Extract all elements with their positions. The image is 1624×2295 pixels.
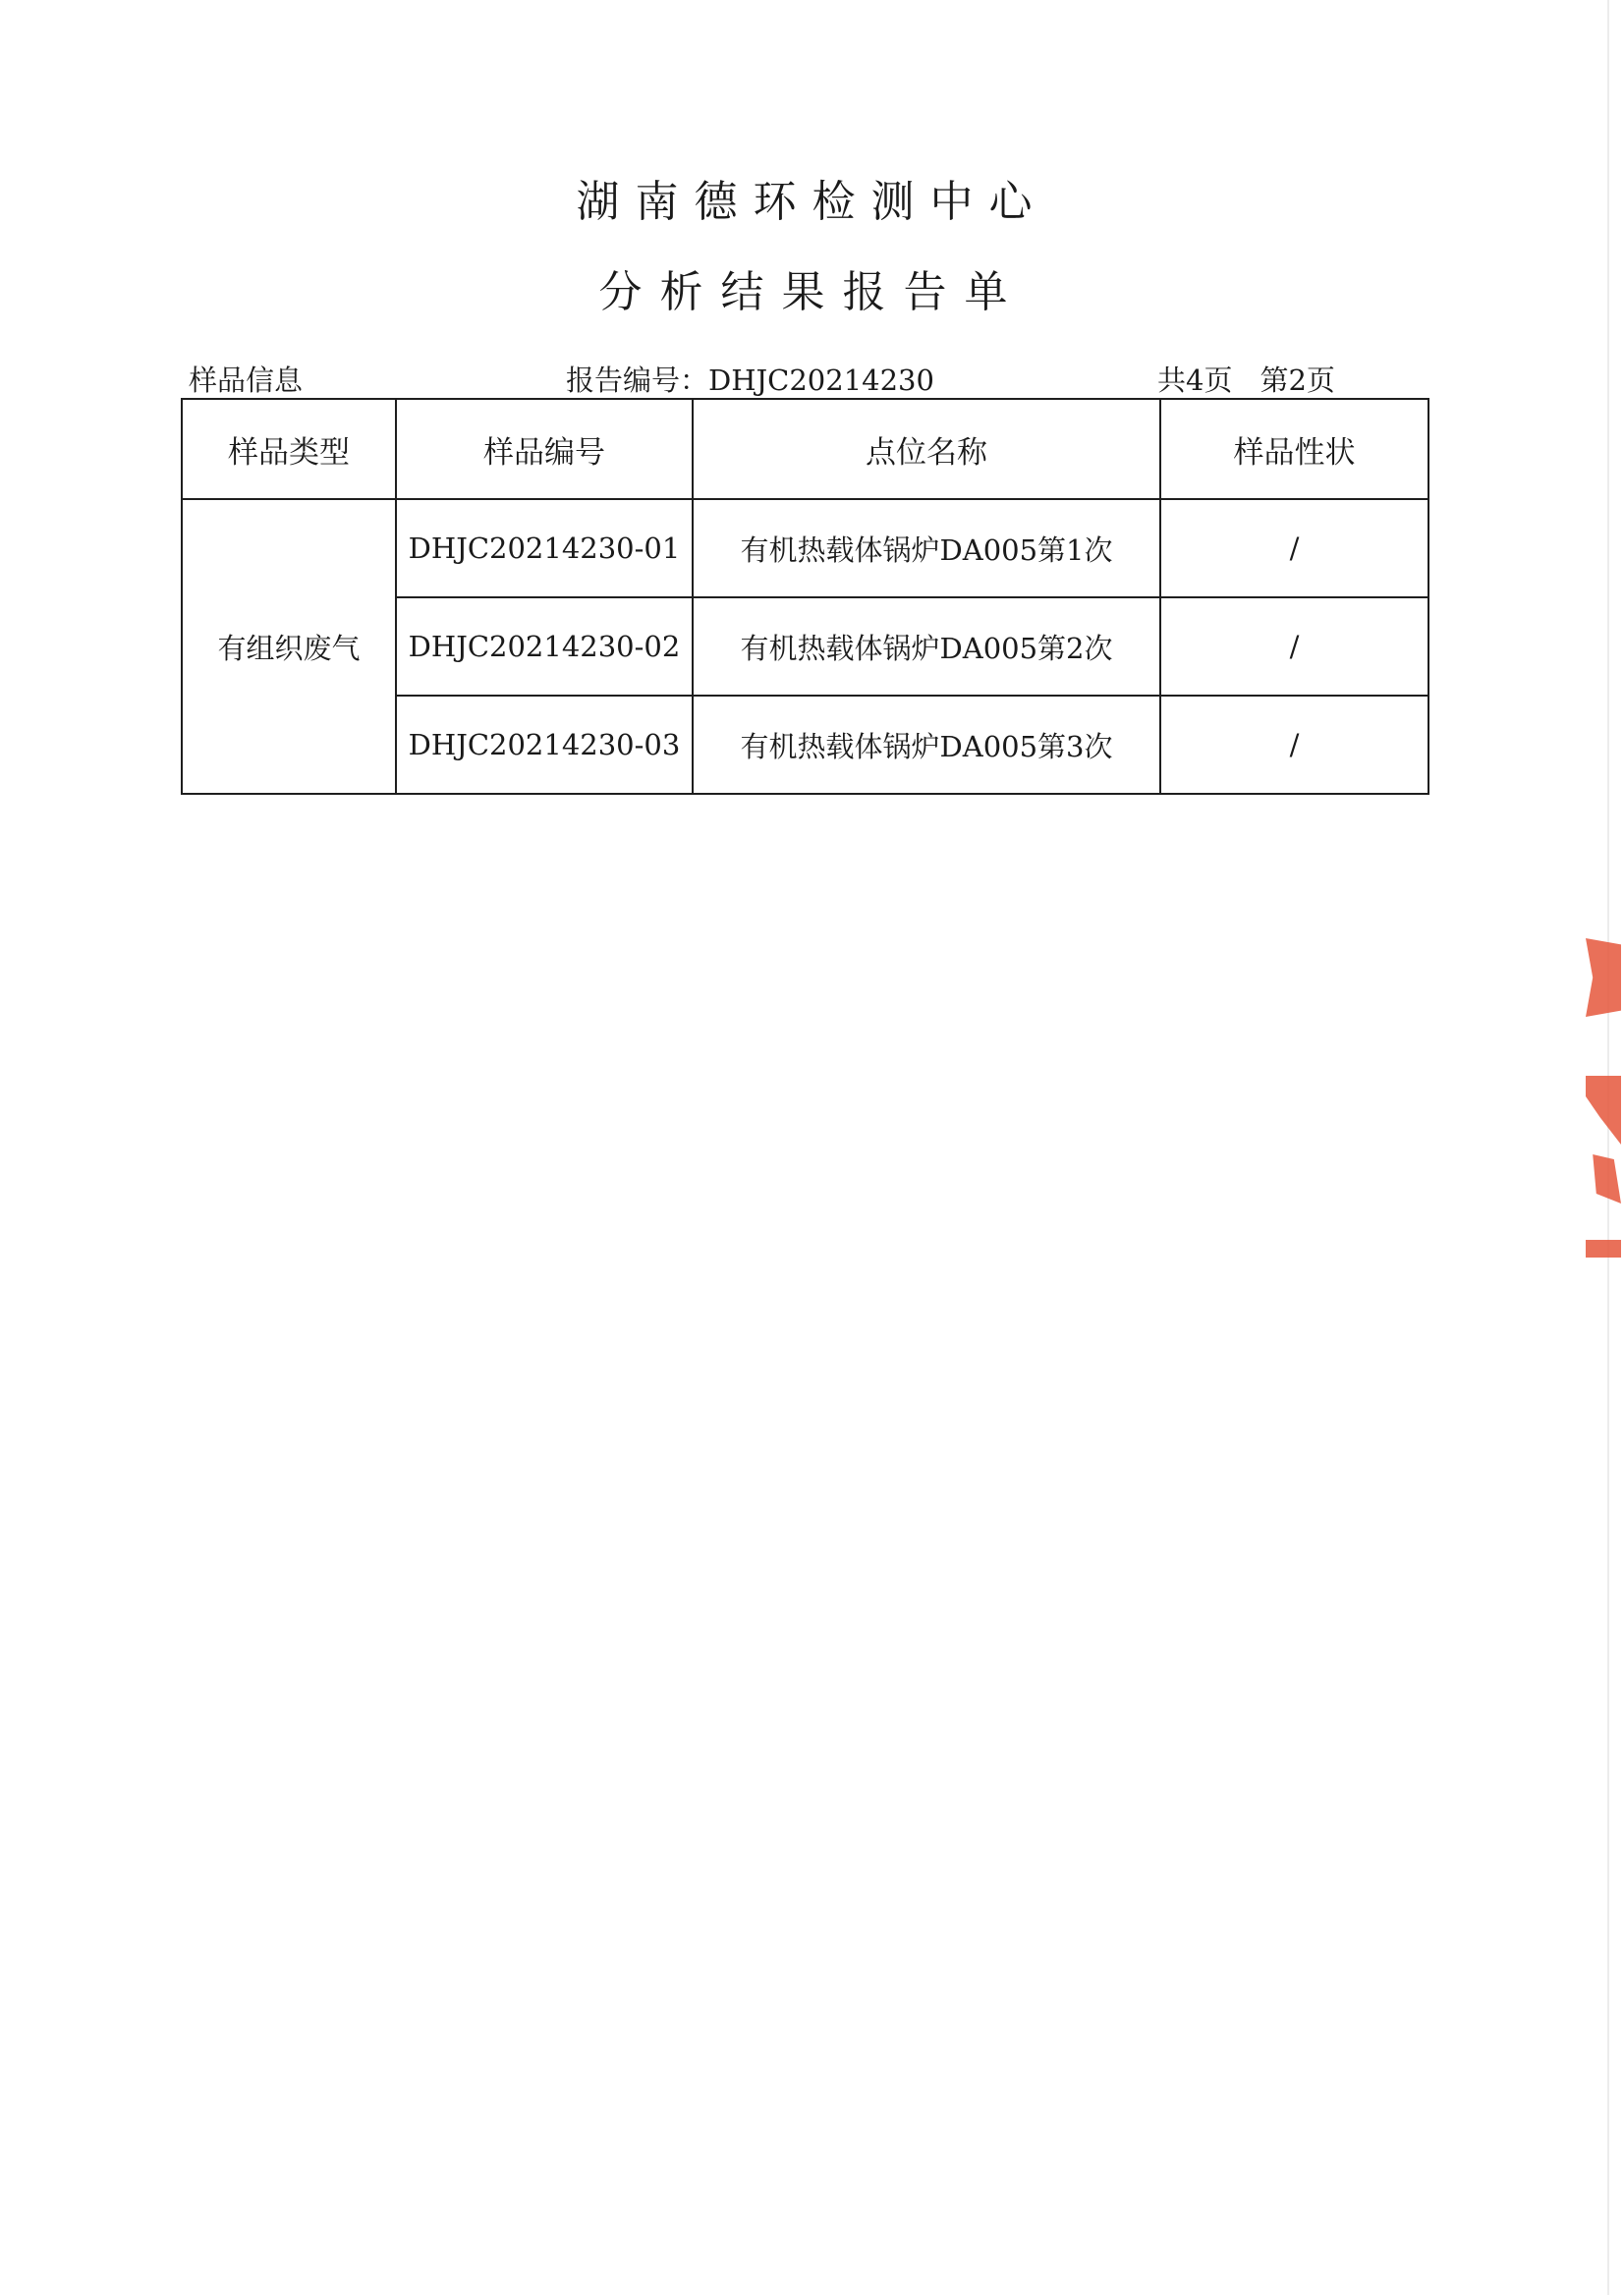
seal-mark xyxy=(1586,938,1621,1017)
cell-location: 有机热载体锅炉DA005第3次 xyxy=(693,696,1160,794)
cell-property: / xyxy=(1160,499,1428,597)
cell-property: / xyxy=(1160,696,1428,794)
header-property: 样品性状 xyxy=(1160,399,1428,499)
current-page: 第2页 xyxy=(1260,364,1335,397)
header-sample-no: 样品编号 xyxy=(396,399,693,499)
header-location: 点位名称 xyxy=(693,399,1160,499)
header-sample-type: 样品类型 xyxy=(182,399,396,499)
report-number: 报告编号：DHJC20214230 xyxy=(566,364,934,397)
cell-sample-no: DHJC20214230-03 xyxy=(396,696,693,794)
cell-location: 有机热载体锅炉DA005第1次 xyxy=(693,499,1160,597)
section-label: 样品信息 xyxy=(189,364,304,397)
cell-property: / xyxy=(1160,597,1428,696)
cell-sample-no: DHJC20214230-01 xyxy=(396,499,693,597)
seal-mark xyxy=(1586,1154,1621,1203)
cell-sample-no: DHJC20214230-02 xyxy=(396,597,693,696)
cell-location: 有机热载体锅炉DA005第2次 xyxy=(693,597,1160,696)
total-pages: 共4页 xyxy=(1157,364,1233,397)
seal-mark xyxy=(1586,1076,1621,1145)
report-title: 分析结果报告单 xyxy=(598,267,1026,317)
sample-info-table xyxy=(181,398,1429,795)
cell-sample-type: 有组织废气 xyxy=(182,499,396,794)
org-title: 湖南德环检测中心 xyxy=(576,177,1048,227)
page-edge-line xyxy=(1607,0,1609,2295)
seal-mark xyxy=(1586,1240,1621,1258)
table-row xyxy=(182,499,1428,597)
page-indicator xyxy=(1157,362,1335,399)
table-header-row xyxy=(182,399,1428,499)
